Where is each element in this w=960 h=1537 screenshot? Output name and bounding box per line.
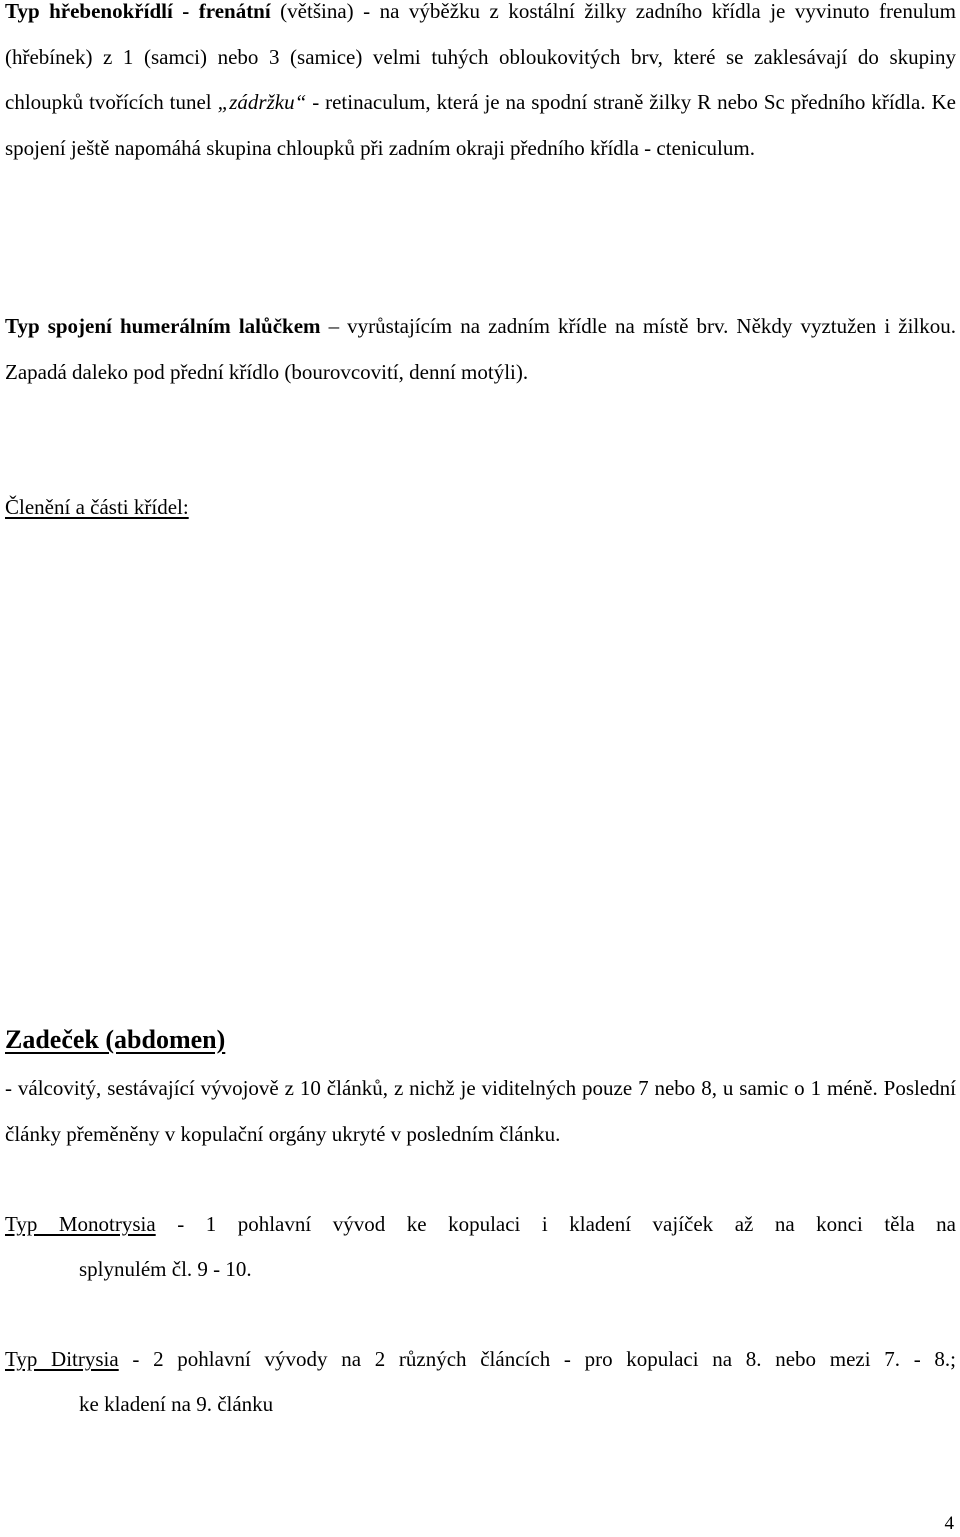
ditrysia-line2: ke kladení na 9. článku [79,1392,274,1416]
paragraph-frenatni-text2: - retinaculum, která je na spodní straně žilky R nebo Sc předního křídla. Ke spojení ještě napomáhá skupina chloupků při zadním okraji předního křídla - cteniculum. [5,90,956,160]
monotrysia-line2: splynulém čl. 9 - 10. [79,1257,252,1281]
monotrysia-line1: - 1 pohlavní vývod ke kopulaci i kladení vajíček až na konci těla na [155,1212,956,1236]
term-humeralni: Typ spojení humerálním lalůčkem [5,314,321,338]
paragraph-ditrysia [5,1337,956,1427]
heading-zadecek: Zadeček (abdomen) [5,1025,226,1054]
monotrysia-first-line [5,1202,956,1247]
term-ditrysia: Typ Ditrysia [5,1347,119,1371]
paragraph-zadecek: - válcovitý, sestávající vývojově z 10 článků, z nichž je viditelných pouze 7 nebo 8, u samic o 1 méně. Poslední články přeměněny v kopulační orgány ukryté v posledním článku. [5,1076,956,1146]
paragraph-humeralni-text: – vyrůstajícím na zadním křídle na místě brv. Někdy vyztužen i žilkou. Zapadá daleko pod přední křídlo (bourovcovití, denní motýli). [5,314,956,384]
paragraph-humeralni [5,304,956,395]
page-number: 4 [944,1513,954,1534]
subheading-cleneni: Členění a části křídel: [5,495,189,519]
term-frenatni: Typ hřebenokřídlí - frenátní [5,0,271,23]
paragraph-frenatni-text1: (většina) - na výběžku z kostální žilky zadního křídla je vyvinuto frenulum (hřebínek) z 1 (samci) nebo 3 (samice) velmi tuhých obloukovitých brv, které se zaklesávají do skupiny chloupků tvořících tunel [5,0,956,114]
quote-zadrzku: „zádržku“ [217,90,307,114]
paragraph-frenatni [5,0,956,171]
paragraph-monotrysia [5,1202,956,1292]
ditrysia-line1: - 2 pohlavní vývody na 2 různých článcích - pro kopulaci na 8. nebo mezi 7. - 8.; [118,1347,956,1371]
term-monotrysia: Typ Monotrysia [5,1212,156,1236]
ditrysia-first-line [5,1337,956,1382]
